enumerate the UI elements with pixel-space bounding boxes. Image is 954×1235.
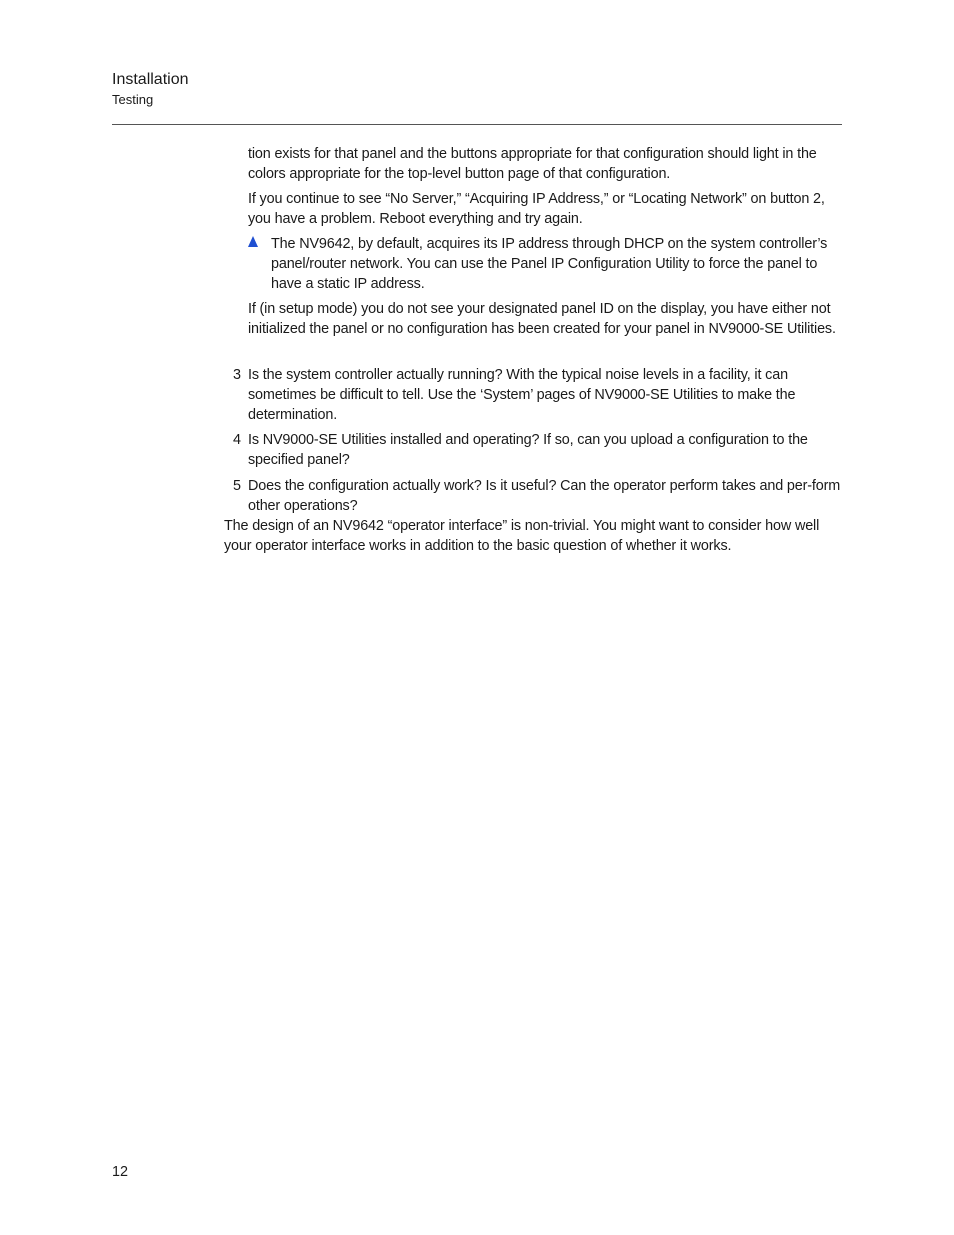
paragraph-continuation: tion exists for that panel and the buttons appropriate for that configuration should light in the colors appropriate for the top-level button page of that configuration. <box>248 146 817 183</box>
section-subtitle: Testing <box>112 92 154 107</box>
page-number: 12 <box>112 1164 129 1180</box>
triangle-note-icon <box>248 236 258 247</box>
note-block <box>248 234 844 296</box>
paragraph-no-server: If you continue to see “No Server,” “Acquiring IP Address,” or “Locating Network” on button 2, you have a problem. Reboot everything and try again. <box>248 191 825 228</box>
closing-paragraph: The design of an NV9642 “operator interface” is non-trivial. You might want to consider how well your operator interface works in addition to the basic question of whether it works. <box>224 518 820 555</box>
running-header <box>112 70 189 110</box>
step-number: 4 <box>233 432 242 448</box>
step-text: Does the configuration actually work? Is it useful? Can the operator perform takes and per-form other operations? <box>248 478 841 515</box>
chapter-title: Installation <box>112 71 189 88</box>
step-number: 3 <box>233 367 242 383</box>
note-text: The NV9642, by default, acquires its IP address through DHCP on the system controller’s panel/router network. You can use the Panel IP Configuration Utility to force the panel to have a static IP address. <box>271 236 828 293</box>
step-text: Is the system controller actually running? With the typical noise levels in a facility, it can sometimes be difficult to tell. Use the ‘System’ pages of NV9000-SE Utilities to make the determination. <box>248 367 796 424</box>
paragraph-setup-mode: If (in setup mode) you do not see your designated panel ID on the display, you have either not initialized the panel or no configuration has been created for your panel in NV9000-SE Utilities. <box>248 301 836 338</box>
step-text: Is NV9000-SE Utilities installed and operating? If so, can you upload a configuration to the specified panel? <box>248 432 808 469</box>
step-number: 5 <box>233 478 242 494</box>
header-rule <box>112 124 842 125</box>
